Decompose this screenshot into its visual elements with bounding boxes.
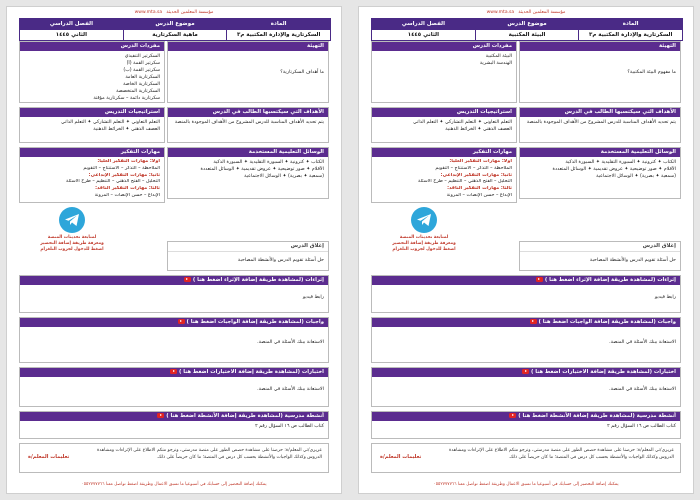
intro-header: التهيئة	[520, 42, 680, 51]
goals-text: يتم تحديد الأهداف المناسبة للدرس المشروح من الأهداف الموجودة بالمنصة	[174, 120, 324, 125]
thinking-line: أولاً: مهارات التفكير العليا:	[449, 159, 512, 164]
col-term-header: الفصل الدراسي	[20, 19, 124, 30]
vocab-item: الهندسة البشرية	[479, 61, 512, 66]
telegram-icon[interactable]	[59, 207, 85, 233]
vocab-item: السكرتارية العامة	[125, 75, 160, 80]
intro-section[interactable]	[167, 41, 329, 103]
col-lesson-header: موضوع الدرس	[123, 19, 227, 30]
strategies-section[interactable]	[19, 107, 165, 143]
activities-section[interactable]	[371, 411, 681, 439]
goals-section[interactable]	[167, 107, 329, 143]
enrichment-header[interactable]: إثراءات (لمشاهدة طريقة إضافة الإثراء اضغط هنا )	[372, 276, 680, 285]
closing-header: إغلاق الدرس	[168, 242, 328, 252]
tests-header[interactable]: اختبارات (لمشاهدة طريقة إضافة الاختبارات اضغط هنا )	[20, 368, 328, 377]
youtube-icon[interactable]	[536, 277, 543, 282]
strategies-section[interactable]	[371, 107, 517, 143]
homework-text: الاستعانة ببنك الأسئلة في المنصة.	[257, 340, 324, 345]
telegram-caption: لمتابعة تحديثات المنصة	[47, 235, 97, 240]
activities-header[interactable]: أنشطة مدرسية (لمشاهدة طريقة إضافة الأنشطة اضغط هنا )	[372, 412, 680, 421]
notes-label: تعليمات المعلم/ة	[28, 454, 70, 460]
thinking-header: مهارات التفكير	[372, 148, 516, 157]
youtube-icon[interactable]	[170, 369, 177, 374]
intro-header: التهيئة	[168, 42, 328, 51]
goals-header: الأهداف التي سيكتسبها الطالب في الدرس	[520, 108, 680, 117]
telegram-link[interactable]	[27, 207, 117, 253]
lesson-info-table	[371, 18, 683, 41]
intro-section[interactable]	[519, 41, 681, 103]
strategies-header: استراتيجيات التدريس	[20, 108, 164, 117]
activities-section[interactable]	[19, 411, 329, 439]
media-line: الأقلام ✦ صور توضيحية ✦ عروض تقديمية ✦ الوسائل المتعددة	[200, 167, 324, 172]
footer-contact[interactable]: يمكنك إضافة التحضير إلى حسابك في أسبوعيا ما تسبق الاعمال وطريقة اضغط تواصل معنا ٠٥٥٢٧٧٧٧٦٦	[433, 482, 619, 487]
enrichment-text[interactable]: رابط فيديو	[302, 295, 324, 300]
thinking-line: الملاحظة – التذكر – الاستنتاج – التقويم	[435, 165, 512, 171]
youtube-icon[interactable]	[522, 369, 529, 374]
notes-section	[371, 443, 681, 473]
notes-section	[19, 443, 329, 473]
enrichment-section[interactable]	[19, 275, 329, 313]
vocab-section[interactable]	[371, 41, 517, 103]
tests-section[interactable]	[371, 367, 681, 407]
thinking-line: التحليل – الفتح الذهني – التنظيم – طرح الأسئلة	[66, 179, 160, 185]
telegram-caption: لمتابعة تحديثات المنصة	[399, 235, 449, 240]
tests-text: الاستعانة ببنك الأسئلة في المنصة.	[257, 387, 324, 392]
lesson-info-table	[19, 18, 331, 41]
thinking-line: أولاً: مهارات التفكير العليا:	[97, 159, 160, 164]
homework-header[interactable]: واجبات (لمشاهدة طريقة إضافة الواجبات اضغط هنا )	[20, 318, 328, 327]
media-line: الكتاب ✦ كترونية ✦ السبورة التقليدية ✦ السبورة الذكية	[213, 160, 324, 165]
telegram-caption: اضغط للدخول لجروب التلغرام	[40, 247, 104, 252]
term-value[interactable]: الثاني ١٤٤٥	[20, 30, 124, 41]
youtube-icon[interactable]	[184, 277, 191, 282]
goals-header: الأهداف التي سيكتسبها الطالب في الدرس	[168, 108, 328, 117]
homework-section[interactable]	[371, 317, 681, 363]
youtube-icon[interactable]	[509, 413, 516, 418]
notes-text: عزيزي/تي المعلم/ة: حرصنا على مشاهدة حصص الطور على منصة مدرستي، ونرجو منكم الاطلاع على الإثراءات ومشاهدة الدروس وكذلك الواجبات والأنشطة بحسب كل درس في المنصة؛ ما كان حريصاً على ذلك.	[448, 448, 674, 460]
media-line: (سمعية ✦ بصرية) ✦ الوسائل الاجتماعية	[596, 174, 676, 179]
strategy-line: التعلم التعاوني ✦ التعلم التشاركي ✦ التعلم الذاتي	[61, 120, 160, 125]
media-section[interactable]	[519, 147, 681, 199]
media-line: (سمعية ✦ بصرية) ✦ الوسائل الاجتماعية	[244, 174, 324, 179]
closing-text: حل أسئلة تقويم الدرس والأنشطة المصاحبة	[589, 258, 676, 263]
thinking-line: ثالثاً: مهارات التفكير الناقد:	[447, 186, 512, 192]
telegram-link[interactable]	[379, 207, 469, 253]
strategy-line: العصف الذهني ✦ الخرائط الذهنية	[445, 127, 512, 132]
site-header[interactable]: مؤسسة المعلمين الحديثة www.mta.sa	[486, 10, 566, 15]
thinking-line: التحليل – الفتح الذهني – التنظيم – طرح الأسئلة	[418, 179, 512, 185]
activities-header[interactable]: أنشطة مدرسية (لمشاهدة طريقة إضافة الأنشطة اضغط هنا )	[20, 412, 328, 421]
vocab-section[interactable]	[19, 41, 165, 103]
goals-text: يتم تحديد الأهداف المناسبة للدرس المشروح من الأهداف الموجودة بالمنصة	[526, 120, 676, 125]
lesson-value[interactable]: ماهية السكرتارية	[123, 30, 227, 41]
strategies-header: استراتيجيات التدريس	[372, 108, 516, 117]
tests-section[interactable]	[19, 367, 329, 407]
media-line: الكتاب ✦ كترونية ✦ السبورة التقليدية ✦ السبورة الذكية	[565, 160, 676, 165]
tests-text: الاستعانة ببنك الأسئلة في المنصة.	[609, 387, 676, 392]
vocab-item: السكرتارية الخاصة	[123, 82, 160, 87]
thinking-line: الملاحظة – التذكر – الاستنتاج – التقويم	[83, 165, 160, 171]
vocab-item: السكرتير التنفيذي	[124, 54, 160, 59]
subject-value[interactable]: السكرتارية والإدارة المكتبية م٣	[227, 30, 331, 41]
homework-section[interactable]	[19, 317, 329, 363]
media-header: الوسائل التعليمية المستخدمة	[520, 148, 680, 157]
telegram-icon[interactable]	[411, 207, 437, 233]
telegram-caption: اضغط للدخول لجروب التلغرام	[392, 247, 456, 252]
closing-text: حل أسئلة تقويم الدرس والأنشطة المصاحبة	[237, 258, 324, 263]
thinking-line: ثانياً: مهارات التفكير الإبداعي:	[88, 172, 160, 178]
tests-header[interactable]: اختبارات (لمشاهدة طريقة إضافة الاختبارات اضغط هنا )	[372, 368, 680, 377]
intro-question: ما مفهوم البيئة المكتبية؟	[627, 70, 676, 75]
notes-label: تعليمات المعلم/ة	[380, 454, 422, 460]
vocab-item: البيئة المكتبية	[485, 54, 512, 59]
thinking-header: مهارات التفكير	[20, 148, 164, 157]
vocab-item: سكرتارية دائمة – سكرتارية مؤقتة	[93, 96, 160, 101]
col-lesson-header: موضوع الدرس	[475, 19, 579, 30]
closing-section[interactable]	[519, 241, 681, 271]
goals-section[interactable]	[519, 107, 681, 143]
vocab-header: مفردات الدرس	[372, 42, 516, 51]
vocab-list	[20, 51, 164, 103]
col-subject-header: المادة	[579, 19, 683, 30]
term-value[interactable]: الثاني ١٤٤٥	[372, 30, 476, 41]
enrichment-section[interactable]	[371, 275, 681, 313]
thinking-section[interactable]	[371, 147, 517, 203]
closing-section[interactable]	[167, 241, 329, 271]
col-term-header: الفصل الدراسي	[372, 19, 476, 30]
vocab-list	[372, 51, 516, 69]
media-line: الأقلام ✦ صور توضيحية ✦ عروض تقديمية ✦ الوسائل المتعددة	[552, 167, 676, 172]
site-header[interactable]: مؤسسة المعلمين الحديثة www.mta.sa	[134, 10, 214, 15]
activities-text: كتاب الطالب ص ١٦ السؤال رقم ٢	[607, 424, 676, 429]
vocab-item: سكرتير القمة (ب)	[123, 68, 160, 73]
lesson-sheet-left	[6, 6, 342, 494]
youtube-icon[interactable]	[157, 413, 164, 418]
thinking-line: الإبداع – حسن الإنصات – المرونة	[94, 192, 160, 198]
media-header: الوسائل التعليمية المستخدمة	[168, 148, 328, 157]
col-subject-header: المادة	[227, 19, 331, 30]
strategy-line: التعلم التعاوني ✦ التعلم التشاركي ✦ التعلم الذاتي	[413, 120, 512, 125]
vocab-item: السكرتارية المتخصصة	[116, 89, 160, 94]
subject-value[interactable]: السكرتارية والإدارة المكتبية م٣	[579, 30, 683, 41]
vocab-item: سكرتير القمة (أ)	[126, 61, 160, 66]
telegram-caption: ومعرفة طريقة إضافة التحضير	[392, 241, 456, 246]
lesson-value[interactable]: البيئة المكتبية	[475, 30, 579, 41]
thinking-line: الإبداع – حسن الإنصات – المرونة	[446, 192, 512, 198]
thinking-line: ثانياً: مهارات التفكير الإبداعي:	[440, 172, 512, 178]
strategy-line: العصف الذهني ✦ الخرائط الذهنية	[93, 127, 160, 132]
enrichment-text[interactable]: رابط فيديو	[654, 295, 676, 300]
homework-text: الاستعانة ببنك الأسئلة في المنصة.	[609, 340, 676, 345]
youtube-icon[interactable]	[178, 319, 185, 324]
media-section[interactable]	[167, 147, 329, 199]
lesson-sheet-right	[358, 6, 694, 494]
vocab-header: مفردات الدرس	[20, 42, 164, 51]
closing-header: إغلاق الدرس	[520, 242, 680, 252]
thinking-line: ثالثاً: مهارات التفكير الناقد:	[95, 186, 160, 192]
footer-contact[interactable]: يمكنك إضافة التحضير إلى حسابك في أسبوعيا ما تسبق الاعمال وطريقة اضغط تواصل معنا ٠٥٥٢٧٧٧٧٦٦	[81, 482, 267, 487]
homework-header[interactable]: واجبات (لمشاهدة طريقة إضافة الواجبات اضغط هنا )	[372, 318, 680, 327]
telegram-caption: ومعرفة طريقة إضافة التحضير	[40, 241, 104, 246]
youtube-icon[interactable]	[530, 319, 537, 324]
thinking-section[interactable]	[19, 147, 165, 203]
notes-text: عزيزي/تي المعلم/ة: حرصنا على مشاهدة حصص الطور على منصة مدرستي، ونرجو منكم الاطلاع على الإثراءات ومشاهدة الدروس وكذلك الواجبات والأنشطة بحسب كل درس في المنصة؛ ما كان حريصاً على ذلك.	[96, 448, 322, 460]
intro-question: ما أهداف السكرتارية؟	[280, 70, 324, 75]
enrichment-header[interactable]: إثراءات (لمشاهدة طريقة إضافة الإثراء اضغط هنا )	[20, 276, 328, 285]
activities-text: كتاب الطالب ص ١٦ السؤال رقم ٢	[255, 424, 324, 429]
